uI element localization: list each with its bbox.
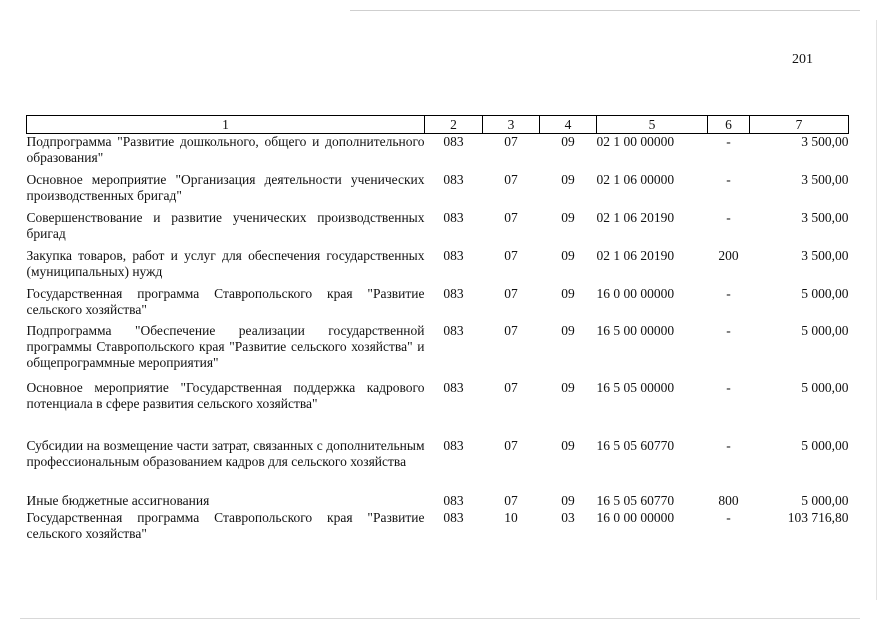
cell-target-item: 02 1 00 00000	[596, 134, 675, 149]
column-header: 1	[27, 116, 425, 134]
table-row	[27, 510, 849, 544]
column-header: 3	[483, 116, 540, 134]
cell-expense-type: -	[726, 437, 731, 453]
row-name: Государственная программа Ставропольского края "Развитие сельского хозяйства"	[26, 509, 425, 541]
cell-target-item: 16 5 05 60770	[596, 492, 675, 508]
column-header: 4	[540, 116, 597, 134]
cell-ministry-code: 083	[443, 379, 464, 395]
cell-subsection: 09	[561, 171, 575, 187]
cell-target-item: 02 1 06 20190	[596, 247, 675, 263]
table-row	[27, 380, 849, 438]
cell-subsection: 09	[561, 134, 575, 149]
cell-expense-type: -	[726, 509, 731, 525]
cell-amount: 5 000,00	[801, 437, 849, 453]
cell-ministry-code: 083	[443, 171, 464, 187]
row-name: Подпрограмма "Развитие дошкольного, общего и дополнительного образования"	[26, 134, 425, 165]
cell-amount: 3 500,00	[801, 134, 849, 149]
cell-section: 07	[504, 134, 518, 149]
scan-edge-top	[350, 10, 860, 11]
cell-subsection: 09	[561, 322, 575, 338]
row-name: Государственная программа Ставропольского края "Развитие сельского хозяйства"	[26, 285, 425, 317]
cell-expense-type: -	[726, 209, 731, 225]
cell-subsection: 09	[561, 209, 575, 225]
cell-section: 07	[504, 247, 518, 263]
cell-amount: 5 000,00	[801, 285, 849, 301]
cell-section: 07	[504, 285, 518, 301]
cell-expense-type: 200	[718, 247, 739, 263]
budget-table	[26, 115, 849, 544]
cell-expense-type: -	[726, 171, 731, 187]
cell-subsection: 03	[561, 509, 575, 525]
cell-target-item: 16 5 05 00000	[596, 379, 675, 395]
cell-section: 07	[504, 209, 518, 225]
column-header: 2	[425, 116, 483, 134]
cell-ministry-code: 083	[443, 437, 464, 453]
row-name: Закупка товаров, работ и услуг для обеспечения государственных (муниципальных) нужд	[26, 247, 425, 279]
column-header: 5	[597, 116, 708, 134]
cell-subsection: 09	[561, 247, 575, 263]
cell-amount: 103 716,80	[787, 509, 849, 525]
row-name: Основное мероприятие "Государственная поддержка кадрового потенциала в сфере развития сельского хозяйства"	[26, 379, 425, 411]
cell-amount: 3 500,00	[801, 171, 849, 187]
cell-target-item: 16 5 05 60770	[596, 437, 675, 453]
cell-section: 07	[504, 437, 518, 453]
table-header-row	[27, 116, 849, 134]
scan-edge-bottom	[20, 618, 860, 619]
cell-section: 07	[504, 492, 518, 508]
cell-ministry-code: 083	[443, 492, 464, 508]
table-row	[27, 438, 849, 493]
cell-subsection: 09	[561, 379, 575, 395]
cell-target-item: 02 1 06 00000	[596, 171, 675, 187]
table-row	[27, 493, 849, 510]
cell-subsection: 09	[561, 285, 575, 301]
cell-expense-type: 800	[718, 492, 739, 508]
cell-subsection: 09	[561, 492, 575, 508]
cell-section: 07	[504, 322, 518, 338]
table-row	[27, 248, 849, 286]
cell-ministry-code: 083	[443, 322, 464, 338]
scan-edge-right	[876, 20, 877, 600]
column-header: 7	[750, 116, 849, 134]
cell-ministry-code: 083	[443, 209, 464, 225]
row-name: Субсидии на возмещение части затрат, связанных с дополнительным профессиональным образованием кадров для сельского хозяйства	[26, 437, 425, 469]
row-name: Иные бюджетные ассигнования	[26, 492, 210, 508]
cell-section: 07	[504, 379, 518, 395]
cell-ministry-code: 083	[443, 509, 464, 525]
table-row	[27, 210, 849, 248]
cell-amount: 5 000,00	[801, 492, 849, 508]
row-name: Подпрограмма "Обеспечение реализации государственной программы Ставропольского края "Развитие сельского хозяйства" и общепрограммные мероприятия"	[26, 322, 425, 370]
table-row	[27, 286, 849, 323]
cell-amount: 5 000,00	[801, 379, 849, 395]
cell-expense-type: -	[726, 134, 731, 149]
cell-subsection: 09	[561, 437, 575, 453]
cell-section: 07	[504, 171, 518, 187]
cell-section: 10	[504, 509, 518, 525]
cell-expense-type: -	[726, 379, 731, 395]
cell-expense-type: -	[726, 285, 731, 301]
cell-amount: 3 500,00	[801, 209, 849, 225]
cell-ministry-code: 083	[443, 134, 464, 149]
cell-ministry-code: 083	[443, 247, 464, 263]
cell-target-item: 02 1 06 20190	[596, 209, 675, 225]
cell-target-item: 16 5 00 00000	[596, 322, 675, 338]
table-row	[27, 172, 849, 210]
cell-expense-type: -	[726, 322, 731, 338]
table-row	[27, 323, 849, 380]
cell-amount: 5 000,00	[801, 322, 849, 338]
cell-target-item: 16 0 00 00000	[596, 285, 675, 301]
row-name: Основное мероприятие "Организация деятельности ученических производственных бригад"	[26, 171, 425, 203]
page-number: 201	[792, 52, 813, 67]
column-header: 6	[708, 116, 750, 134]
cell-ministry-code: 083	[443, 285, 464, 301]
cell-amount: 3 500,00	[801, 247, 849, 263]
table-row	[27, 134, 849, 172]
row-name: Совершенствование и развитие ученических производственных бригад	[26, 209, 425, 241]
cell-target-item: 16 0 00 00000	[596, 509, 675, 525]
